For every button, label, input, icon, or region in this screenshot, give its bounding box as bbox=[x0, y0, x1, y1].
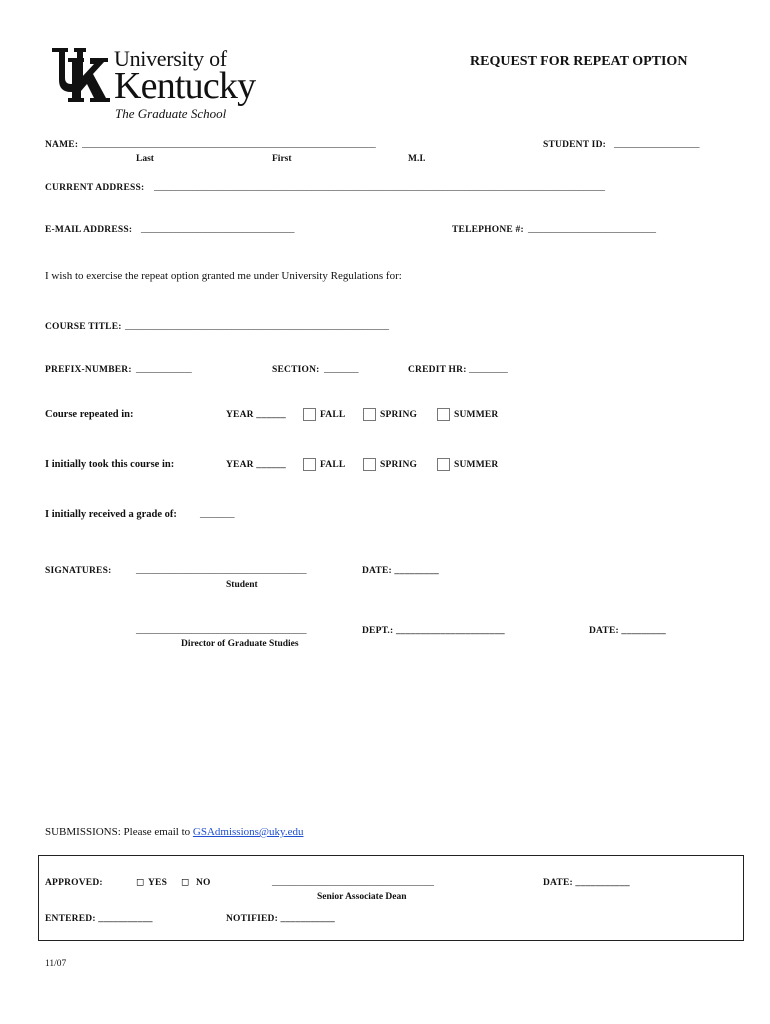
name-mi-caption: M.I. bbox=[408, 154, 426, 164]
student-id-label: STUDENT ID: bbox=[543, 140, 606, 150]
submissions-label: SUBMISSIONS: Please email to bbox=[45, 826, 191, 838]
notified-field[interactable]: NOTIFIED: ___________ bbox=[226, 914, 335, 924]
repeat-option-intro: I wish to exercise the repeat option granted me under University Regulations for: bbox=[45, 270, 402, 282]
initial-summer-checkbox[interactable] bbox=[437, 458, 450, 471]
approved-yes-checkbox[interactable]: ◻ bbox=[136, 877, 145, 888]
approval-date-field[interactable]: DATE: ___________ bbox=[543, 878, 630, 888]
name-field[interactable]: _____________________________________________________________________ bbox=[82, 140, 376, 150]
approved-label: APPROVED: bbox=[45, 878, 103, 888]
name-last-caption: Last bbox=[136, 154, 154, 164]
student-id-field[interactable]: ____________________ bbox=[614, 140, 699, 150]
student-signature-field[interactable]: ________________________________________ bbox=[136, 566, 306, 576]
initial-spring-checkbox[interactable] bbox=[363, 458, 376, 471]
uk-monogram bbox=[50, 44, 112, 104]
director-signature-field[interactable]: ________________________________________ bbox=[136, 626, 306, 636]
course-title-label: COURSE TITLE: bbox=[45, 322, 122, 332]
name-first-caption: First bbox=[272, 154, 292, 164]
telephone-field[interactable]: ______________________________ bbox=[528, 225, 656, 235]
initial-fall-label: FALL bbox=[320, 460, 346, 470]
initial-spring-label: SPRING bbox=[380, 460, 418, 470]
logo-kentucky: Kentucky bbox=[114, 65, 256, 107]
dean-signature-caption: Senior Associate Dean bbox=[317, 892, 407, 902]
initial-year-field[interactable]: YEAR ______ bbox=[226, 460, 286, 470]
initial-grade-label: I initially received a grade of: bbox=[45, 509, 177, 520]
student-signature-caption: Student bbox=[226, 580, 258, 590]
approved-no-checkbox[interactable]: ◻ bbox=[181, 877, 190, 888]
telephone-label: TELEPHONE #: bbox=[452, 225, 524, 235]
prefix-number-label: PREFIX-NUMBER: bbox=[45, 365, 132, 375]
signatures-label: SIGNATURES: bbox=[45, 566, 112, 576]
logo-university-of: University of bbox=[114, 46, 227, 71]
form-revision-code: 11/07 bbox=[45, 959, 67, 969]
initial-grade-field[interactable]: ________ bbox=[200, 510, 234, 520]
director-signature-caption: Director of Graduate Studies bbox=[181, 639, 299, 649]
submissions-text bbox=[45, 826, 303, 838]
repeated-year-field[interactable]: YEAR ______ bbox=[226, 410, 286, 420]
form-title: REQUEST FOR REPEAT OPTION bbox=[470, 54, 688, 69]
email-field[interactable]: ____________________________________ bbox=[141, 225, 294, 235]
section-label: SECTION: bbox=[272, 365, 320, 375]
submissions-email-link[interactable]: GSAdmissions@uky.edu bbox=[192, 826, 304, 838]
repeated-summer-label: SUMMER bbox=[454, 410, 499, 420]
credit-hr-field[interactable]: _________ bbox=[469, 365, 508, 375]
course-repeated-label: Course repeated in: bbox=[45, 409, 134, 420]
repeated-fall-checkbox[interactable] bbox=[303, 408, 316, 421]
director-signature-date[interactable]: DATE: _________ bbox=[589, 626, 666, 636]
email-label: E-MAIL ADDRESS: bbox=[45, 225, 133, 235]
current-address-label: CURRENT ADDRESS: bbox=[45, 183, 145, 193]
name-label: NAME: bbox=[45, 140, 79, 150]
course-title-field[interactable]: ______________________________________________________________ bbox=[125, 322, 389, 332]
prefix-number-field[interactable]: _____________ bbox=[136, 365, 192, 375]
repeated-spring-checkbox[interactable] bbox=[363, 408, 376, 421]
repeated-summer-checkbox[interactable] bbox=[437, 408, 450, 421]
initial-summer-label: SUMMER bbox=[454, 460, 499, 470]
initially-took-label: I initially took this course in: bbox=[45, 459, 175, 470]
credit-hr-label: CREDIT HR: bbox=[408, 365, 467, 375]
current-address-field[interactable]: __________________________________________________________________________________________________________ bbox=[154, 183, 605, 193]
approved-yes-label: YES bbox=[148, 878, 168, 888]
director-dept-field[interactable]: DEPT.: ______________________ bbox=[362, 626, 505, 636]
approved-no-label: NO bbox=[196, 878, 211, 888]
student-signature-date[interactable]: DATE: _________ bbox=[362, 566, 439, 576]
logo-graduate-school: The Graduate School bbox=[115, 106, 227, 121]
section-field[interactable]: ________ bbox=[324, 365, 358, 375]
initial-fall-checkbox[interactable] bbox=[303, 458, 316, 471]
entered-field[interactable]: ENTERED: ___________ bbox=[45, 914, 153, 924]
repeated-spring-label: SPRING bbox=[380, 410, 418, 420]
dean-signature-field[interactable]: ______________________________________ bbox=[272, 878, 434, 888]
repeated-fall-label: FALL bbox=[320, 410, 346, 420]
